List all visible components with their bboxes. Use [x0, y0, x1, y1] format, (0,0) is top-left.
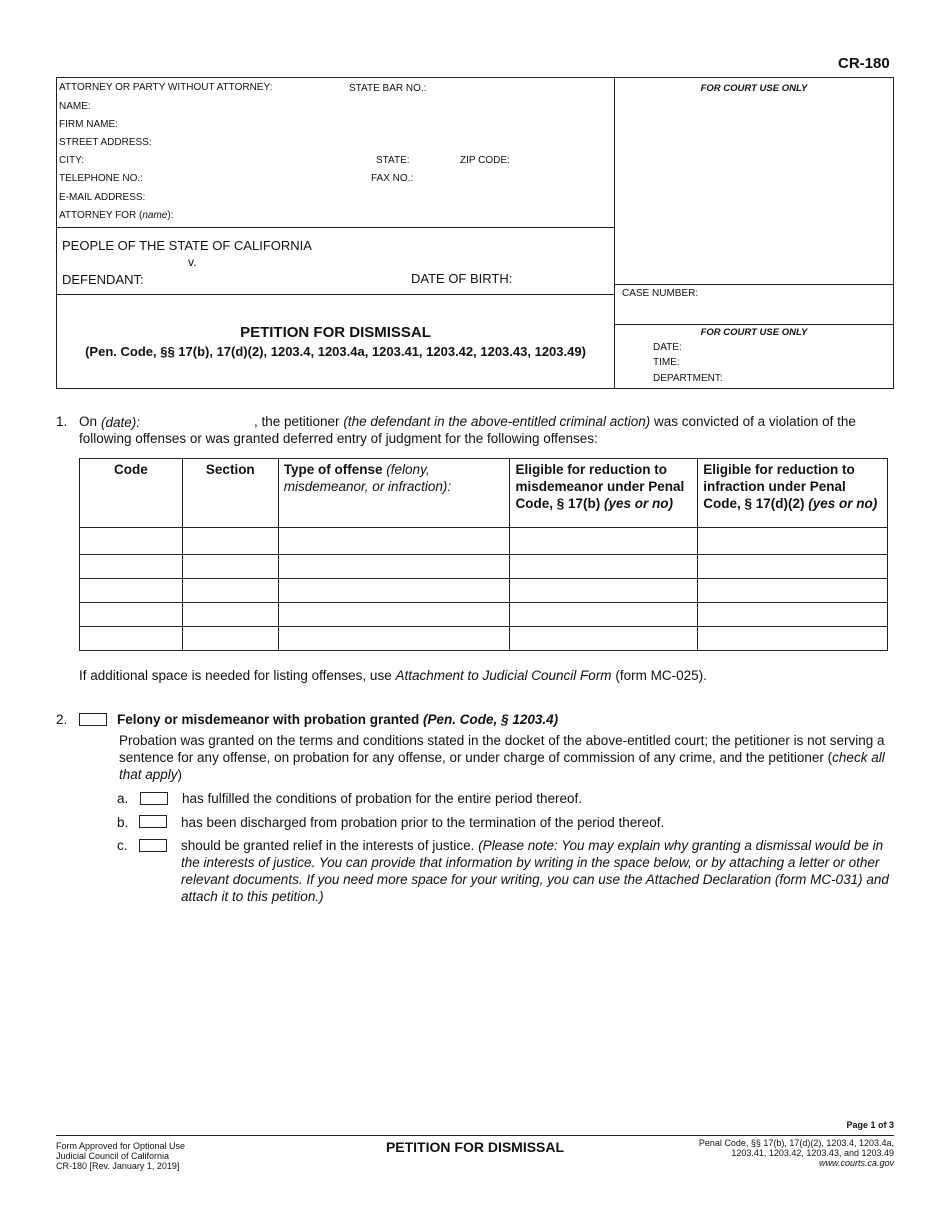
page-number: Page 1 of 3 — [846, 1120, 894, 1130]
form-number: CR-180 — [838, 55, 890, 72]
additional-space-note — [79, 667, 707, 684]
cell-code[interactable] — [80, 579, 183, 603]
cell-infr[interactable] — [698, 627, 888, 651]
item2-body — [119, 732, 889, 783]
state-bar-label[interactable]: STATE BAR NO.: — [349, 83, 427, 94]
item2b-label: b. — [117, 815, 129, 830]
footer-rule — [56, 1135, 894, 1136]
footer-left-1: Form Approved for Optional Use — [56, 1141, 186, 1151]
court-use-only-label-2: FOR COURT USE ONLY — [700, 327, 808, 338]
attorney-for-name-hint: name — [142, 210, 168, 221]
table-row — [80, 528, 888, 555]
caption-rule — [614, 324, 894, 325]
item2-checkbox[interactable] — [79, 713, 107, 726]
additional-a: If additional space is needed for listing offenses, use — [79, 668, 392, 683]
footer-left — [56, 1141, 185, 1171]
item2b-text: has been discharged from probation prior to the termination of the period thereof. — [181, 815, 665, 830]
additional-c: (form MC-025). — [615, 668, 707, 683]
caption-rule — [57, 294, 614, 295]
item1-text-a: , the petitioner — [254, 414, 340, 429]
col-section-header: Section — [182, 459, 278, 528]
item2-number: 2. — [56, 712, 68, 727]
item2a-text: has fulfilled the conditions of probation for the entire period thereof. — [182, 791, 583, 806]
col-code-header: Code — [80, 459, 183, 528]
footer-right-1: Penal Code, §§ 17(b), 17(d)(2), 1203.4, 1203.4a, — [698, 1138, 894, 1148]
cell-infr[interactable] — [698, 603, 888, 627]
item1-number: 1. — [56, 414, 68, 429]
item1-date-hint[interactable]: (date): — [101, 415, 141, 430]
item1-text — [254, 413, 856, 430]
table-row — [80, 579, 888, 603]
cell-section[interactable] — [182, 555, 278, 579]
department-label[interactable]: DEPARTMENT: — [653, 373, 723, 384]
col-type-header — [278, 459, 510, 528]
footer-right-2: 1203.41, 1203.42, 1203.43, and 1203.49 — [731, 1148, 894, 1158]
cell-type[interactable] — [278, 528, 510, 555]
item2-title: Felony or misdemeanor with probation granted — [117, 712, 420, 727]
cell-misd[interactable] — [510, 555, 698, 579]
footer-title: PETITION FOR DISMISSAL — [385, 1139, 565, 1155]
people-label: PEOPLE OF THE STATE OF CALIFORNIA — [62, 238, 312, 253]
item2a-checkbox[interactable] — [140, 792, 168, 805]
state-label[interactable]: STATE: — [376, 155, 410, 166]
cell-code[interactable] — [80, 555, 183, 579]
col-type-hint: (felony, misdemeanor, or infraction): — [283, 462, 452, 494]
col-misd-header — [510, 459, 698, 528]
zip-code-label[interactable]: ZIP CODE: — [460, 155, 510, 166]
table-row — [80, 627, 888, 651]
item2-heading — [117, 711, 558, 728]
cell-type[interactable] — [278, 603, 510, 627]
cell-infr[interactable] — [698, 579, 888, 603]
versus-label: v. — [188, 255, 197, 269]
col-misd-title: Eligible for reduction to misdemeanor under Penal Code, § 17(b) — [515, 462, 685, 511]
item2-body-end: ) — [177, 767, 183, 782]
cell-infr[interactable] — [698, 555, 888, 579]
cell-section[interactable] — [182, 627, 278, 651]
court-use-only-label: FOR COURT USE ONLY — [700, 83, 808, 94]
offenses-table — [79, 458, 888, 651]
item2b-checkbox[interactable] — [139, 815, 167, 828]
cell-type[interactable] — [278, 627, 510, 651]
caption-title: PETITION FOR DISMISSAL — [240, 324, 431, 341]
cell-type[interactable] — [278, 579, 510, 603]
case-number-label[interactable]: CASE NUMBER: — [622, 288, 699, 299]
cell-misd[interactable] — [510, 603, 698, 627]
caption-rule — [614, 284, 894, 285]
item2c-note: (Please note: You may explain why granting a dismissal would be in the interests of justice. You can provide that information by writing in the space below, or by attaching a letter or other relevant documents. If you need more space for your writing, you can use the Attached Declaration (form MC-031) and attach it to this petition.) — [181, 838, 889, 904]
cell-section[interactable] — [182, 603, 278, 627]
attorney-for-prefix: ATTORNEY FOR ( — [59, 210, 143, 221]
attorney-for-suffix: ): — [167, 210, 174, 221]
col-type-title: Type of offense — [283, 462, 383, 477]
caption-divider — [614, 78, 615, 389]
footer-left-3: CR-180 [Rev. January 1, 2019] — [56, 1161, 180, 1171]
cell-misd[interactable] — [510, 627, 698, 651]
city-label[interactable]: CITY: — [59, 155, 85, 166]
col-infr-hint: (yes or no) — [808, 496, 878, 511]
telephone-label[interactable]: TELEPHONE NO.: — [59, 173, 143, 184]
date-of-birth-label[interactable]: DATE OF BIRTH: — [411, 271, 513, 286]
item1-on: On — [79, 414, 98, 429]
attorney-label: ATTORNEY OR PARTY WITHOUT ATTORNEY: — [59, 82, 273, 93]
additional-b: Attachment to Judicial Council Form — [395, 668, 612, 683]
cell-section[interactable] — [182, 579, 278, 603]
footer-right — [594, 1138, 894, 1168]
cell-code[interactable] — [80, 603, 183, 627]
cell-code[interactable] — [80, 528, 183, 555]
item2a-label: a. — [117, 791, 129, 806]
cell-code[interactable] — [80, 627, 183, 651]
footer-left-2: Judicial Council of California — [56, 1151, 170, 1161]
caption-box — [56, 77, 894, 389]
item1-text-c: was convicted of a violation of the — [654, 414, 856, 429]
caption-subtitle: (Pen. Code, §§ 17(b), 17(d)(2), 1203.4, 1203.4a, 1203.41, 1203.42, 1203.43, 1203.49) — [85, 344, 586, 359]
courts-website-link[interactable]: www.courts.ca.gov — [818, 1158, 894, 1168]
cell-section[interactable] — [182, 528, 278, 555]
table-row — [80, 555, 888, 579]
col-infr-header — [698, 459, 888, 528]
defendant-label[interactable]: DEFENDANT: — [62, 272, 144, 287]
item2c-checkbox[interactable] — [139, 839, 167, 852]
item2-body-text: Probation was granted on the terms and conditions stated in the docket of the above-entitled court; the petitioner is not serving a sentence for any offense, on probation for any offense, or under charge of commission of any crime, and the petitioner ( — [119, 733, 885, 765]
cell-infr[interactable] — [698, 528, 888, 555]
item1-line2: following offenses or was granted deferred entry of judgment for the following offenses: — [79, 431, 598, 446]
cell-type[interactable] — [278, 555, 510, 579]
item2-cite: (Pen. Code, § 1203.4) — [423, 712, 559, 727]
item2c-text — [181, 837, 893, 905]
firm-name-label[interactable]: FIRM NAME: — [59, 119, 118, 130]
fax-label[interactable]: FAX NO.: — [371, 173, 414, 184]
col-misd-hint: (yes or no) — [603, 496, 673, 511]
hearing-time-label[interactable]: TIME: — [653, 357, 680, 368]
item2-body-hint: check all that apply — [119, 750, 885, 782]
table-row — [80, 603, 888, 627]
street-address-label[interactable]: STREET ADDRESS: — [59, 137, 152, 148]
caption-rule — [57, 227, 614, 228]
hearing-date-label[interactable]: DATE: — [653, 342, 682, 353]
item2c-main: should be granted relief in the interests of justice. — [181, 838, 475, 853]
cell-misd[interactable] — [510, 579, 698, 603]
item1-text-b: (the defendant in the above-entitled criminal action) — [343, 414, 651, 429]
email-label[interactable]: E-MAIL ADDRESS: — [59, 192, 146, 203]
col-infr-title: Eligible for reduction to infraction under Penal Code, § 17(d)(2) — [703, 462, 855, 511]
name-field-label[interactable]: NAME: — [59, 101, 91, 112]
item2c-label: c. — [117, 838, 128, 853]
attorney-for-label[interactable] — [59, 210, 173, 221]
cell-misd[interactable] — [510, 528, 698, 555]
